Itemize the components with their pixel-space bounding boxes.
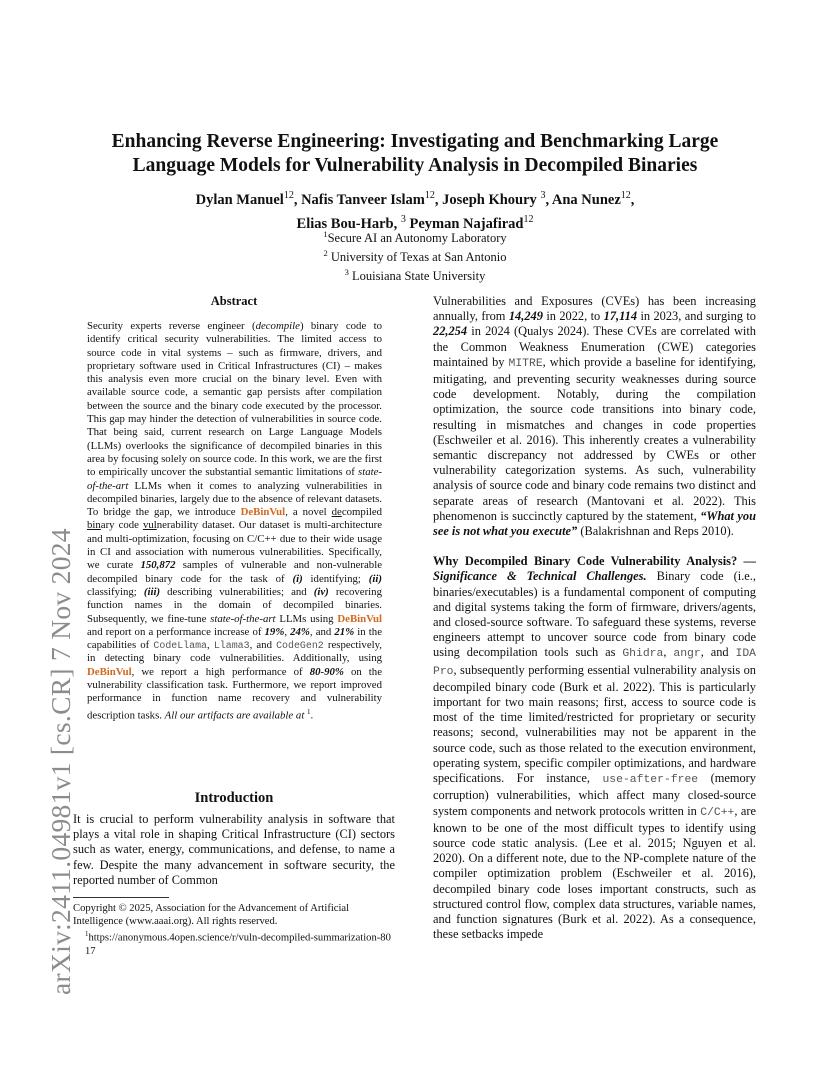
affiliations xyxy=(70,227,760,284)
author-affil-mark: 3 xyxy=(540,190,546,201)
author-name: , Joseph Khoury xyxy=(434,191,541,208)
author-name: Elias Bou-Harb, xyxy=(296,215,401,232)
why-decompiled-paragraph: Why Decompiled Binary Code Vulnerability Analysis? — Significance & Technical Challenges. Binary code (i.e., binaries/executables) is a fundamental component of computing and digital systems taking the form of firmware, drivers/agents, and closed-source software. To safeguard these systems, reverse engineers attempt to uncover source code from binary code using decompilation tools such as Ghidra, angr, and IDA Pro, subsequently performing essential vulnerability analysis on decompiled binary code (Burk et al. 2022). This is particularly important for two main reasons; first, access to source code is most of the time limited/restricted for proprietary or security reasons; second, vulnerabilities may not be apparent in the source code, such as those related to the execution environment, operating system, specific compiler optimizations, and hardware specifications. For instance, use-after-free (memory corruption) vulnerabilities, which affect many closed-source system components and network protocols written in C/C++, are known to be one of the most difficult types to identify using source code static analysis. (Lee et al. 2015; Nguyen et al. 2020). On a different note, due to the NP-complete nature of the compiler optimization problem (Eschweiler et al. 2016), decompiled binary code loses important constructs, such as structured control flow, complex data structures, variable names, and function signatures (Burk et al. 2022). As a consequence, these setbacks impede xyxy=(433,554,756,942)
affiliation: $^3$ Louisiana State University xyxy=(344,267,486,284)
intro-continued-paragraph: Vulnerabilities and Exposures (CVEs) has been increasing annually, from 14,249 in 2022, to 17,114 in 2023, and surging to 22,254 in 2024 (Qualys 2024). These CVEs are correlated with the Common Weakness Enumeration (CWE) categories maintained by MITRE, which provide a baseline for identifying, mitigating, and preventing security weaknesses during source code development. Notably, during the compilation optimization, the source code transitions into binary code, resulting in mismatches and changes in code properties (Eschweiler et al. 2016). This inherently creates a vulnerability semantic discrepancy not addressed by CWEs or other vulnerability categorization systems. As such, vulnerability analysis of source code and binary code remains two distinct and separate areas of research (Mantovani et al. 2022). This phenomenon is succinctly captured by the statement, “What you see is not what you execute” (Balakrishnan and Reps 2010). xyxy=(433,294,757,539)
dataset-name-link[interactable]: DeBinVul xyxy=(240,506,286,519)
author-affil-mark: 12 xyxy=(283,190,294,201)
footnote-url-link[interactable]: https://anonymous.4open.science/r/vuln-decompiled-summarization-8017 xyxy=(85,932,391,957)
title-line-1: Enhancing Reverse Engineering: Investigating and Benchmarking Large xyxy=(111,131,719,152)
arxiv-identifier: arXiv:2411.04981v1 [cs.CR] 7 Nov 2024 xyxy=(45,528,76,995)
footnotes xyxy=(73,902,395,958)
title-line-2: Language Models for Vulnerability Analysis in Decompiled Binaries xyxy=(132,155,698,176)
author-affil-mark: 12 xyxy=(424,190,435,201)
footnote-ref[interactable]: 1 xyxy=(307,707,311,716)
paragraph-heading: Why Decompiled Binary Code Vulnerability Analysis? xyxy=(433,554,738,569)
affiliation: $^1$Secure AI an Autonomy Laboratory xyxy=(323,229,507,246)
author-separator: , xyxy=(630,191,635,208)
author-affil-mark: 12 xyxy=(620,190,631,201)
author-affil-mark: 12 xyxy=(523,213,534,225)
paper-title xyxy=(70,130,760,178)
footnote-divider xyxy=(73,897,169,898)
author-name: Peyman Najafirad xyxy=(405,215,524,232)
author-name: , Nafis Tanveer Islam xyxy=(293,191,425,208)
copyright-notice: Copyright © 2025, Association for the Advancement of Artificial Intelligence (www.aaai.org). All rights reserved. xyxy=(73,903,350,927)
dataset-name-link[interactable]: DeBinVul xyxy=(87,665,132,678)
affiliation: $^2$ University of Texas at San Antonio xyxy=(323,248,507,265)
abstract-heading: Abstract xyxy=(210,294,258,308)
introduction-body: It is crucial to perform vulnerability analysis in software that plays a vital role in shaping Critical Infrastructure (CI) sectors such as water, energy, communications, and defense, to name a few. Despite the many advancement in software security, the reported number of Common xyxy=(73,812,395,887)
author-affil-mark: 3 xyxy=(400,213,406,225)
author-name: Dylan Manuel xyxy=(195,191,284,208)
abstract-body: Security experts reverse engineer (decompile) binary code to identify critical security vulnerabilities. The limited access to source code in vital systems – such as firmware, drivers, and proprietary software used in Critical Infrastructures (CI) – makes this analysis even more crucial on the binary level. Even with available source code, a semantic gap persists after compilation between the source and the binary code executed by the processor. This gap may hinder the detection of vulnerabilities in source code. That being said, current research on Large Language Models (LLMs) overlooks the significance of decompiled binaries in this area by focusing solely on source code. In this work, we are the first to empirically uncover the substantial semantic limitations of state-of-the-art LLMs when it comes to analyzing vulnerabilities in decompiled binaries, largely due to the absence of relevant datasets. To bridge the gap, we introduce DeBinVul, a novel decompiled binary code vulnerability dataset. Our dataset is multi-architecture and multi-optimization, focusing on C/C++ due to their wide usage in CI and association with numerous vulnerabilities. Specifically, we curate 150,872 samples of vulnerable and non-vulnerable decompiled binary code for the task of (i) identifying; (ii) classifying; (iii) describing vulnerabilities; and (iv) recovering function names in the domain of decompiled binaries. Subsequently, we fine-tune state-of-the-art LLMs using DeBinVul and report on a performance increase of 19%, 24%, and 21% in the capabilities of CodeLlama, Llama3, and CodeGen2 respectively, in detecting binary code vulnerabilities. Additionally, using DeBinVul, we report a high performance of 80-90% on the vulnerability classification task. Furthermore, we report improved performance in function name recovery and vulnerability description tasks. All our artifacts are available at $^1$. xyxy=(87,320,383,722)
introduction-heading: Introduction xyxy=(194,790,274,806)
right-column xyxy=(433,294,756,942)
author-name: , Ana Nunez xyxy=(545,191,621,208)
footnote-1: $^1$https://anonymous.4open.science/r/vuln-decompiled-summarization-8017 xyxy=(85,931,391,957)
dataset-name-link[interactable]: DeBinVul xyxy=(337,612,382,625)
arxiv-stamp xyxy=(18,290,76,995)
